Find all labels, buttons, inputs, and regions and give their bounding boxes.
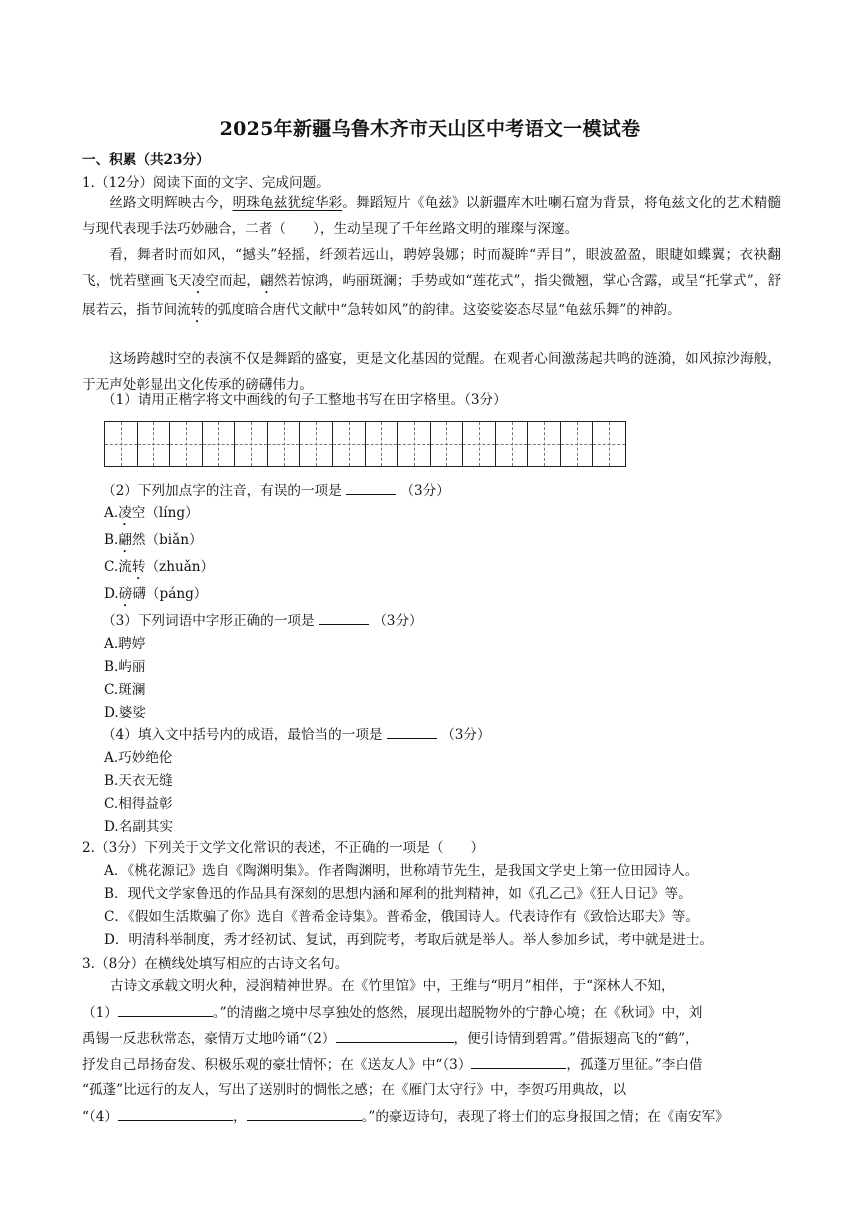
q3-text-line <box>82 1002 702 1023</box>
grid-cell[interactable] <box>333 422 366 466</box>
option-label: A. <box>104 505 119 521</box>
q3-text-line <box>82 1028 699 1049</box>
grid-cell[interactable] <box>463 422 496 466</box>
answer-blank[interactable] <box>336 1028 454 1043</box>
grid-cell[interactable] <box>366 422 399 466</box>
dotted-char: 磅 <box>118 586 133 602</box>
q3-text-line: “孤蓬”比远行的友人，写出了送别时的惆怅之感；在《雁门太守行》中，李贺巧用典故，以 <box>82 1082 627 1098</box>
grid-cell[interactable] <box>235 422 268 466</box>
answer-blank[interactable] <box>346 480 396 495</box>
passage-paragraph-2 <box>82 242 781 326</box>
passage-text: 礴伟力。 <box>258 377 314 393</box>
option-c: C.相得益彰 <box>104 796 173 812</box>
grid-cell[interactable] <box>300 422 333 466</box>
q3-text: 。”的清幽之境中尽享独处的悠然，展现出超脱物外的宁静心境；在《秋词》中，刘 <box>212 1005 703 1021</box>
grid-cell[interactable] <box>268 422 301 466</box>
subquestion-4 <box>102 724 491 745</box>
option-a <box>104 503 199 529</box>
tianzige-writing-grid[interactable] <box>104 421 626 467</box>
q3-text: 禹锡一反悲秋常态，豪情万丈地吟诵“（2） <box>82 1031 336 1047</box>
dotted-char: 翩 <box>260 273 274 289</box>
passage-text: 的弧度暗合唐代文献中“急转如风”的韵律。这姿娑姿态尽显“龟兹乐舞”的神韵。 <box>204 302 681 318</box>
grid-cell[interactable] <box>203 422 236 466</box>
section-heading: 一、积累（共23分） <box>82 152 210 168</box>
q3-text-line <box>82 1054 703 1075</box>
option-text: 然（biǎn） <box>131 532 203 548</box>
passage-text: 丝路文明辉映古今， <box>109 195 233 211</box>
passage-text: 看，舞者时而如风，“撼头”轻摇，纤颈若远山，聘婷袅娜；时而凝眸“弄目”，眼波盈盈，眼睫如蝶翼；衣袂翻飞，恍若壁画飞天 <box>82 247 781 289</box>
dotted-char: 翩 <box>118 532 132 548</box>
dotted-char: 转 <box>190 302 205 318</box>
option-a: A．《桃花源记》选自《陶渊明集》。作者陶渊明，世称靖节先生，是我国文学史上第一位田园诗人。 <box>104 863 699 879</box>
score-text: （3分） <box>441 727 491 743</box>
q3-text: 。”的豪迈诗句，表现了将士们的忘身报国之情；在《南安军》 <box>361 1109 729 1125</box>
option-d: D.婆娑 <box>104 705 146 721</box>
answer-blank[interactable] <box>247 1106 362 1121</box>
option-text: 空（líng） <box>131 505 199 521</box>
grid-cell[interactable] <box>561 422 594 466</box>
option-label: D. <box>104 586 119 602</box>
q3-text: ， <box>233 1109 247 1125</box>
dotted-char: 转 <box>131 559 146 575</box>
option-d <box>104 584 207 610</box>
answer-blank[interactable] <box>387 724 437 739</box>
answer-blank[interactable] <box>471 1054 566 1069</box>
option-c: C.斑澜 <box>104 682 146 698</box>
option-text: 流 <box>118 559 132 575</box>
q3-text: 抒发自己昂扬奋发、积极乐观的豪壮情怀；在《送友人》中“（3） <box>82 1057 472 1073</box>
grid-cell[interactable] <box>170 422 203 466</box>
passage-paragraph-1 <box>82 190 781 242</box>
grid-cell[interactable] <box>496 422 529 466</box>
page-title: 2025年新疆乌鲁木齐市天山区中考语文一模试卷 <box>219 118 641 140</box>
grid-cell[interactable] <box>138 422 171 466</box>
answer-blank[interactable] <box>118 1002 213 1017</box>
option-a: A.聘婷 <box>104 636 146 652</box>
option-text: 礴（páng） <box>132 586 208 602</box>
option-text: （zhuǎn） <box>145 559 215 575</box>
q3-text: “（4） <box>82 1109 118 1125</box>
subquestion-text: （2）下列加点字的注音，有误的一项是 <box>102 483 342 499</box>
q3-text: ，便引诗情到碧霄。”借振翅高飞的“鹤”， <box>453 1031 699 1047</box>
dotted-char: 凌 <box>118 505 132 521</box>
option-d: D.名副其实 <box>104 819 174 835</box>
grid-cell[interactable] <box>105 422 138 466</box>
passage-text: 然若惊鸿，屿丽斑澜；手势或如“莲花式”，指尖微翘，掌心含露，或呈“托掌式”，舒展若云，指节间流 <box>82 273 782 318</box>
subquestion-text: （3）下列词语中字形正确的一项是 <box>102 613 315 629</box>
option-d: D．明清科举制度，秀才经初试、复试，再到院考，考取后就是举人。举人参加乡试，考中就是进士。 <box>104 932 714 948</box>
passage-text: 这场跨越时空的表演不仅是舞蹈的盛宴，更是文化基因的觉醒。在观者心间激荡起共鸣的涟漪，如风掠沙海般，于无声处彰显出文化传承的 <box>82 351 781 393</box>
passage-text: 。舞蹈短片《龟兹》以新疆库木吐喇石窟为背景，将龟兹文化的艺术精髓与现代表现手法巧妙融合，二者（ ），生动呈现了千年丝路文明的璀璨与深邃。 <box>82 195 782 237</box>
option-b: B.屿丽 <box>104 659 146 675</box>
grid-cell[interactable] <box>593 422 625 466</box>
question-3-stem: 3.（8分）在横线处填写相应的古诗文名句。 <box>82 956 349 972</box>
grid-cell[interactable] <box>398 422 431 466</box>
answer-blank[interactable] <box>118 1106 233 1121</box>
subquestion-1: （1）请用正楷字将文中画线的句子工整地书写在田字格里。（3分） <box>102 392 507 408</box>
subquestion-2 <box>102 480 450 501</box>
score-text: （3分） <box>373 613 423 629</box>
dotted-char: 磅 <box>245 377 259 393</box>
q3-text-line <box>82 1106 729 1127</box>
option-label: C. <box>104 559 119 575</box>
q3-text: ，孤蓬万里征。”李白借 <box>566 1057 703 1073</box>
dotted-char: 凌 <box>191 273 206 289</box>
grid-cell[interactable] <box>528 422 561 466</box>
q3-text-line: 古诗文承载文明火种，浸润精神世界。在《竹里馆》中，王维与“明月”相伴，于“深林人不知， <box>110 978 675 994</box>
score-text: （3分） <box>400 483 450 499</box>
blank-number: （1） <box>82 1005 118 1021</box>
subquestion-text: （4）填入文中括号内的成语，最恰当的一项是 <box>102 727 383 743</box>
question-2-stem: 2.（3分）下列关于文学文化常识的表述，不正确的一项是（ ） <box>82 840 485 856</box>
option-c: C．《假如生活欺骗了你》选自《普希金诗集》。普希金，俄国诗人。代表诗作有《致恰达耶夫》等。 <box>104 909 699 925</box>
underlined-sentence: 明珠龟兹犹绽华彩 <box>232 195 343 211</box>
option-label: B. <box>104 532 119 548</box>
option-b: B.天衣无缝 <box>104 773 173 789</box>
option-c <box>104 557 214 583</box>
passage-text: 空而起， <box>205 273 261 289</box>
answer-blank[interactable] <box>319 610 369 625</box>
subquestion-3 <box>102 610 423 631</box>
option-a: A.巧妙绝伦 <box>104 750 173 766</box>
option-b: B．现代文学家鲁迅的作品具有深刻的思想内涵和犀利的批判精神，如《孔乙己》《狂人日记》等。 <box>104 886 692 902</box>
question-1-stem: 1.（12分）阅读下面的文字、完成问题。 <box>82 175 330 191</box>
grid-cell[interactable] <box>431 422 464 466</box>
option-b <box>104 530 203 556</box>
